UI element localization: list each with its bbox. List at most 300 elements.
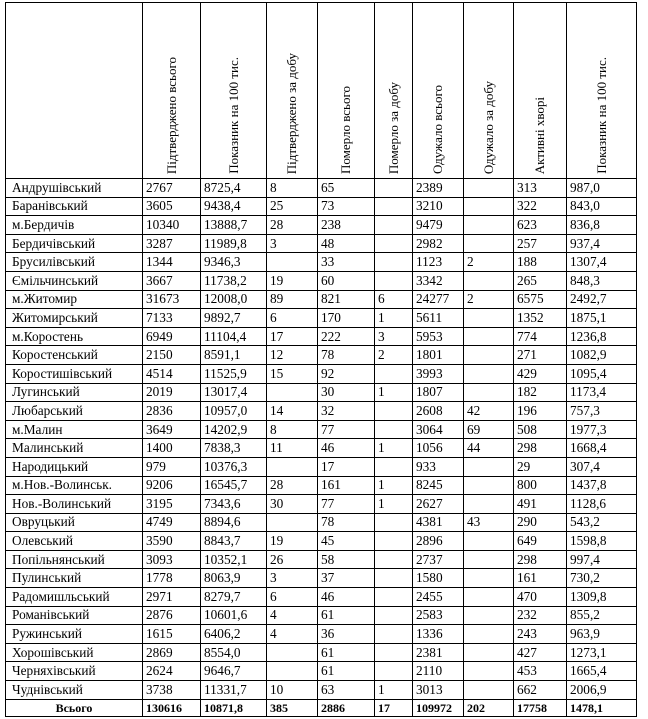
table-row xyxy=(6,606,637,625)
table-cell: 1807 xyxy=(413,383,464,402)
table-cell: 10352,1 xyxy=(201,550,267,569)
district-name-cell: Чуднівський xyxy=(6,681,143,700)
table-cell: 161 xyxy=(318,476,375,495)
table-cell: 8 xyxy=(267,179,318,198)
table-cell: 757,3 xyxy=(567,402,637,421)
table-cell: 13888,7 xyxy=(201,216,267,235)
table-cell xyxy=(267,253,318,272)
header-cell-recovered-daily: Одужало за добу xyxy=(464,3,514,179)
table-cell xyxy=(375,364,413,383)
table-cell: 1 xyxy=(375,439,413,458)
table-row xyxy=(6,550,637,569)
total-cell: 1478,1 xyxy=(567,699,637,716)
table-cell xyxy=(375,643,413,662)
table-cell: 1615 xyxy=(143,625,201,644)
table-cell xyxy=(464,309,514,328)
table-cell: 46 xyxy=(318,439,375,458)
table-cell: 307,4 xyxy=(567,457,637,476)
table-cell: 1437,8 xyxy=(567,476,637,495)
district-name-cell: Бердичівський xyxy=(6,234,143,253)
table-cell xyxy=(375,197,413,216)
table-cell: 8843,7 xyxy=(201,532,267,551)
table-cell: 1580 xyxy=(413,569,464,588)
table-cell: 61 xyxy=(318,643,375,662)
table-row xyxy=(6,457,637,476)
total-cell: 385 xyxy=(267,699,318,716)
table-cell: 623 xyxy=(514,216,567,235)
table-cell xyxy=(375,662,413,681)
table-row xyxy=(6,179,637,198)
table-cell: 298 xyxy=(514,439,567,458)
district-name-cell: Народицький xyxy=(6,457,143,476)
table-cell: 979 xyxy=(143,457,201,476)
table-cell: 10 xyxy=(267,681,318,700)
table-row xyxy=(6,402,637,421)
header-cell-deaths-total: Померло всього xyxy=(318,3,375,179)
table-cell xyxy=(375,606,413,625)
table-row xyxy=(6,588,637,607)
table-cell xyxy=(464,271,514,290)
table-cell: 17 xyxy=(318,457,375,476)
table-cell: 9346,3 xyxy=(201,253,267,272)
district-name-cell: Романівський xyxy=(6,606,143,625)
table-cell xyxy=(464,569,514,588)
total-cell: 202 xyxy=(464,699,514,716)
table-cell: 8725,4 xyxy=(201,179,267,198)
table-cell: 196 xyxy=(514,402,567,421)
table-cell: 662 xyxy=(514,681,567,700)
table-cell xyxy=(464,216,514,235)
table-cell: 848,3 xyxy=(567,271,637,290)
district-name-cell: м.Малин xyxy=(6,420,143,439)
table-cell xyxy=(464,681,514,700)
table-cell: 1801 xyxy=(413,346,464,365)
table-cell: 1173,4 xyxy=(567,383,637,402)
table-cell: 3 xyxy=(267,569,318,588)
table-cell: 238 xyxy=(318,216,375,235)
table-cell: 774 xyxy=(514,327,567,346)
district-name-cell: Коростенський xyxy=(6,346,143,365)
table-cell: 8245 xyxy=(413,476,464,495)
table-cell: 3605 xyxy=(143,197,201,216)
table-cell xyxy=(375,402,413,421)
table-cell: 61 xyxy=(318,606,375,625)
table-cell: 19 xyxy=(267,271,318,290)
table-cell: 11738,2 xyxy=(201,271,267,290)
table-cell: 265 xyxy=(514,271,567,290)
table-row xyxy=(6,420,637,439)
table-cell: 8894,6 xyxy=(201,513,267,532)
table-cell: 290 xyxy=(514,513,567,532)
table-cell: 2971 xyxy=(143,588,201,607)
table-cell: 65 xyxy=(318,179,375,198)
district-name-cell: Хорошівський xyxy=(6,643,143,662)
header-cell-confirmed-daily: Підтверджено за добу xyxy=(267,3,318,179)
table-cell: 12008,0 xyxy=(201,290,267,309)
table-cell xyxy=(375,532,413,551)
table-cell: 3013 xyxy=(413,681,464,700)
table-cell: 1665,4 xyxy=(567,662,637,681)
table-cell xyxy=(464,643,514,662)
table-cell: 9892,7 xyxy=(201,309,267,328)
table-cell: 963,9 xyxy=(567,625,637,644)
total-cell: 17758 xyxy=(514,699,567,716)
table-cell: 2019 xyxy=(143,383,201,402)
table-cell: 730,2 xyxy=(567,569,637,588)
table-cell xyxy=(267,457,318,476)
table-cell: 45 xyxy=(318,532,375,551)
header-cell-confirmed-total: Підтверджено всього xyxy=(143,3,201,179)
table-cell: 31673 xyxy=(143,290,201,309)
table-cell: 933 xyxy=(413,457,464,476)
table-cell: 1 xyxy=(375,476,413,495)
total-cell: 17 xyxy=(375,699,413,716)
table-cell: 19 xyxy=(267,532,318,551)
table-cell: 36 xyxy=(318,625,375,644)
district-name-cell: Житомирський xyxy=(6,309,143,328)
table-row xyxy=(6,309,637,328)
table-row xyxy=(6,253,637,272)
table-cell: 170 xyxy=(318,309,375,328)
table-cell: 92 xyxy=(318,364,375,383)
table-cell: 10340 xyxy=(143,216,201,235)
table-row xyxy=(6,364,637,383)
table-cell xyxy=(464,476,514,495)
header-cell-deaths-daily: Померло за добу xyxy=(375,3,413,179)
table-row xyxy=(6,346,637,365)
table-cell: 1236,8 xyxy=(567,327,637,346)
table-cell: 2737 xyxy=(413,550,464,569)
table-cell: 6 xyxy=(267,588,318,607)
table-cell: 28 xyxy=(267,216,318,235)
table-cell: 42 xyxy=(464,402,514,421)
table-cell xyxy=(464,383,514,402)
table-cell: 222 xyxy=(318,327,375,346)
table-cell xyxy=(267,643,318,662)
table-row xyxy=(6,383,637,402)
table-cell xyxy=(464,234,514,253)
table-cell: 2836 xyxy=(143,402,201,421)
table-cell: 11989,8 xyxy=(201,234,267,253)
table-cell: 63 xyxy=(318,681,375,700)
table-cell: 8554,0 xyxy=(201,643,267,662)
table-cell: 1 xyxy=(375,681,413,700)
table-cell: 3195 xyxy=(143,495,201,514)
district-name-cell: Коростишівський xyxy=(6,364,143,383)
table-cell: 28 xyxy=(267,476,318,495)
table-cell: 2455 xyxy=(413,588,464,607)
table-cell xyxy=(375,513,413,532)
table-cell: 8591,1 xyxy=(201,346,267,365)
table-cell: 25 xyxy=(267,197,318,216)
table-cell: 2 xyxy=(464,290,514,309)
table-cell xyxy=(375,253,413,272)
header-cell-recovered-total: Одужало всього xyxy=(413,3,464,179)
header-cell-active: Активні хворі xyxy=(514,3,567,179)
table-cell: 29 xyxy=(514,457,567,476)
table-row xyxy=(6,532,637,551)
table-cell: 77 xyxy=(318,420,375,439)
table-cell: 15 xyxy=(267,364,318,383)
table-cell: 13017,4 xyxy=(201,383,267,402)
table-cell: 14 xyxy=(267,402,318,421)
table-row xyxy=(6,290,637,309)
total-cell: 2886 xyxy=(318,699,375,716)
table-cell xyxy=(375,588,413,607)
table-cell: 3210 xyxy=(413,197,464,216)
table-cell: 3590 xyxy=(143,532,201,551)
table-cell: 182 xyxy=(514,383,567,402)
table-row xyxy=(6,625,637,644)
table-cell: 1123 xyxy=(413,253,464,272)
table-cell: 7838,3 xyxy=(201,439,267,458)
table-cell: 73 xyxy=(318,197,375,216)
district-name-cell: Попільнянський xyxy=(6,550,143,569)
table-cell: 8063,9 xyxy=(201,569,267,588)
table-cell: 1598,8 xyxy=(567,532,637,551)
table-cell: 161 xyxy=(514,569,567,588)
table-cell: 2 xyxy=(464,253,514,272)
table-cell: 11331,7 xyxy=(201,681,267,700)
table-cell: 6406,2 xyxy=(201,625,267,644)
table-cell: 188 xyxy=(514,253,567,272)
table-row xyxy=(6,513,637,532)
district-name-cell: Любарський xyxy=(6,402,143,421)
table-cell xyxy=(375,216,413,235)
district-name-cell: Малинський xyxy=(6,439,143,458)
table-cell xyxy=(375,550,413,569)
table-cell: 1307,4 xyxy=(567,253,637,272)
district-name-cell: Радомишльський xyxy=(6,588,143,607)
table-cell: 61 xyxy=(318,662,375,681)
table-cell: 9206 xyxy=(143,476,201,495)
table-cell xyxy=(375,457,413,476)
table-cell: 10601,6 xyxy=(201,606,267,625)
table-cell: 3667 xyxy=(143,271,201,290)
table-cell: 17 xyxy=(267,327,318,346)
table-cell xyxy=(375,625,413,644)
table-cell: 78 xyxy=(318,513,375,532)
table-cell xyxy=(375,420,413,439)
table-cell: 14202,9 xyxy=(201,420,267,439)
district-name-cell: Ємільчинський xyxy=(6,271,143,290)
table-cell: 313 xyxy=(514,179,567,198)
table-cell: 3 xyxy=(375,327,413,346)
table-cell: 8279,7 xyxy=(201,588,267,607)
table-cell xyxy=(375,179,413,198)
table-cell: 1668,4 xyxy=(567,439,637,458)
table-row xyxy=(6,476,637,495)
district-name-cell: м.Коростень xyxy=(6,327,143,346)
table-cell xyxy=(375,234,413,253)
table-cell: 2110 xyxy=(413,662,464,681)
table-cell: 1273,1 xyxy=(567,643,637,662)
table-cell: 9438,4 xyxy=(201,197,267,216)
district-name-cell: Андрушівський xyxy=(6,179,143,198)
table-cell: 33 xyxy=(318,253,375,272)
district-name-cell: Черняхівський xyxy=(6,662,143,681)
table-cell xyxy=(464,532,514,551)
table-cell: 5953 xyxy=(413,327,464,346)
table-cell: 2492,7 xyxy=(567,290,637,309)
total-cell: 10871,8 xyxy=(201,699,267,716)
table-cell: 3993 xyxy=(413,364,464,383)
table-cell: 3738 xyxy=(143,681,201,700)
table-cell: 6 xyxy=(375,290,413,309)
table-cell: 2608 xyxy=(413,402,464,421)
table-cell: 1778 xyxy=(143,569,201,588)
table-cell: 4381 xyxy=(413,513,464,532)
table-cell xyxy=(464,327,514,346)
total-label-cell: Всього xyxy=(6,699,143,716)
table-cell: 7133 xyxy=(143,309,201,328)
table-row xyxy=(6,681,637,700)
table-cell: 48 xyxy=(318,234,375,253)
table-cell: 1309,8 xyxy=(567,588,637,607)
table-cell: 997,4 xyxy=(567,550,637,569)
table-cell: 9479 xyxy=(413,216,464,235)
table-cell: 257 xyxy=(514,234,567,253)
table-cell xyxy=(464,588,514,607)
table-cell: 1082,9 xyxy=(567,346,637,365)
table-cell: 2006,9 xyxy=(567,681,637,700)
table-cell: 43 xyxy=(464,513,514,532)
table-cell: 2869 xyxy=(143,643,201,662)
table-cell: 58 xyxy=(318,550,375,569)
table-row xyxy=(6,197,637,216)
header-cell-active-rate-per-100k: Показник на 100 тис. xyxy=(567,3,637,179)
table-cell: 10376,3 xyxy=(201,457,267,476)
district-name-cell: Нов.-Волинський xyxy=(6,495,143,514)
table-cell xyxy=(375,271,413,290)
table-cell xyxy=(464,457,514,476)
table-cell: 8 xyxy=(267,420,318,439)
table-cell: 2150 xyxy=(143,346,201,365)
table-cell: 89 xyxy=(267,290,318,309)
table-cell xyxy=(464,495,514,514)
table-cell xyxy=(375,569,413,588)
table-cell: 322 xyxy=(514,197,567,216)
table-cell: 2 xyxy=(375,346,413,365)
table-cell xyxy=(464,364,514,383)
header-row xyxy=(6,3,637,179)
table-row xyxy=(6,643,637,662)
header-cell-rate-per-100k: Показник на 100 тис. xyxy=(201,3,267,179)
table-cell: 843,0 xyxy=(567,197,637,216)
table-cell: 2389 xyxy=(413,179,464,198)
table-cell: 16545,7 xyxy=(201,476,267,495)
table-cell: 3342 xyxy=(413,271,464,290)
table-cell: 2583 xyxy=(413,606,464,625)
district-name-cell: Баранівський xyxy=(6,197,143,216)
table-cell: 836,8 xyxy=(567,216,637,235)
table-cell: 2627 xyxy=(413,495,464,514)
table-cell: 69 xyxy=(464,420,514,439)
table-cell: 429 xyxy=(514,364,567,383)
table-cell: 470 xyxy=(514,588,567,607)
total-cell: 130616 xyxy=(143,699,201,716)
district-name-cell: Пулинський xyxy=(6,569,143,588)
table-cell: 9646,7 xyxy=(201,662,267,681)
covid-stats-table xyxy=(5,2,637,717)
table-cell: 2767 xyxy=(143,179,201,198)
table-cell: 271 xyxy=(514,346,567,365)
total-cell: 109972 xyxy=(413,699,464,716)
table-cell: 4514 xyxy=(143,364,201,383)
table-cell: 491 xyxy=(514,495,567,514)
table-cell: 855,2 xyxy=(567,606,637,625)
table-cell: 30 xyxy=(267,495,318,514)
table-cell: 6949 xyxy=(143,327,201,346)
table-cell: 1 xyxy=(375,495,413,514)
district-name-cell: Ружинський xyxy=(6,625,143,644)
district-name-cell: м.Нов.-Волинськ. xyxy=(6,476,143,495)
table-cell: 821 xyxy=(318,290,375,309)
table-cell: 7343,6 xyxy=(201,495,267,514)
table-cell: 243 xyxy=(514,625,567,644)
table-cell: 44 xyxy=(464,439,514,458)
table-cell: 32 xyxy=(318,402,375,421)
table-cell: 10957,0 xyxy=(201,402,267,421)
table-cell: 1875,1 xyxy=(567,309,637,328)
table-cell xyxy=(464,606,514,625)
table-cell: 543,2 xyxy=(567,513,637,532)
table-cell: 3649 xyxy=(143,420,201,439)
table-cell: 11525,9 xyxy=(201,364,267,383)
table-cell: 1128,6 xyxy=(567,495,637,514)
table-cell: 3064 xyxy=(413,420,464,439)
district-name-cell: м.Житомир xyxy=(6,290,143,309)
table-cell: 1400 xyxy=(143,439,201,458)
table-cell: 24277 xyxy=(413,290,464,309)
table-cell: 6 xyxy=(267,309,318,328)
table-cell: 1056 xyxy=(413,439,464,458)
table-cell xyxy=(267,513,318,532)
table-cell: 6575 xyxy=(514,290,567,309)
table-cell: 78 xyxy=(318,346,375,365)
table-cell: 427 xyxy=(514,643,567,662)
table-cell: 1977,3 xyxy=(567,420,637,439)
table-cell: 2381 xyxy=(413,643,464,662)
table-row xyxy=(6,495,637,514)
table-cell: 649 xyxy=(514,532,567,551)
table-row xyxy=(6,569,637,588)
table-cell: 26 xyxy=(267,550,318,569)
table-cell: 800 xyxy=(514,476,567,495)
table-cell: 11 xyxy=(267,439,318,458)
table-cell: 298 xyxy=(514,550,567,569)
table-cell xyxy=(464,662,514,681)
table-cell: 508 xyxy=(514,420,567,439)
district-name-cell: м.Бердичів xyxy=(6,216,143,235)
table-cell: 2896 xyxy=(413,532,464,551)
table-row xyxy=(6,327,637,346)
table-cell xyxy=(267,383,318,402)
table-cell: 3 xyxy=(267,234,318,253)
table-cell: 2876 xyxy=(143,606,201,625)
district-name-cell: Лугинський xyxy=(6,383,143,402)
table-cell: 1 xyxy=(375,309,413,328)
table-cell: 37 xyxy=(318,569,375,588)
table-cell: 232 xyxy=(514,606,567,625)
table-row xyxy=(6,216,637,235)
table-row xyxy=(6,662,637,681)
table-cell: 4 xyxy=(267,625,318,644)
table-cell: 60 xyxy=(318,271,375,290)
table-row xyxy=(6,271,637,290)
district-name-cell: Олевський xyxy=(6,532,143,551)
table-cell: 1095,4 xyxy=(567,364,637,383)
